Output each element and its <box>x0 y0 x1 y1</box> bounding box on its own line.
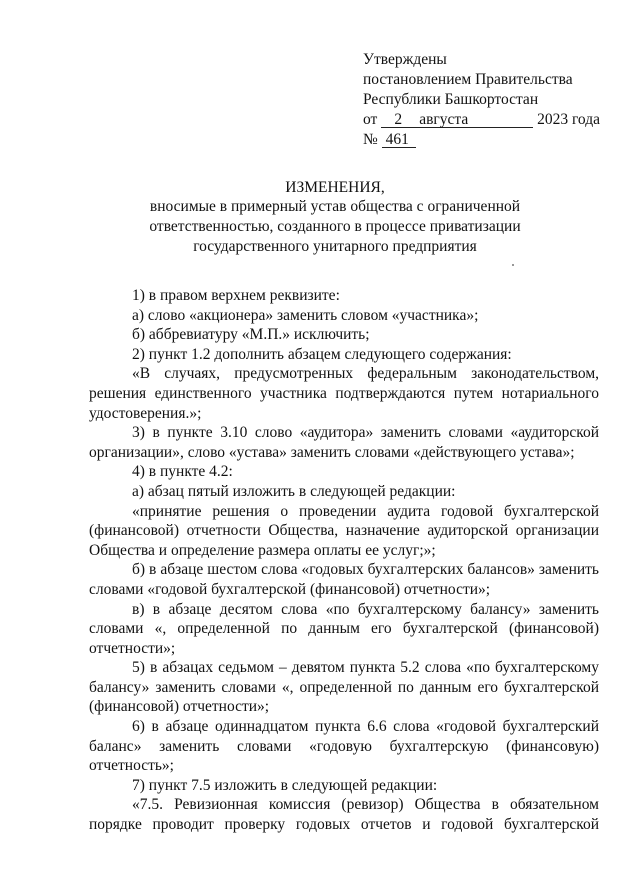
document-body <box>89 286 599 835</box>
number-prefix: № <box>363 131 378 148</box>
date-prefix: от <box>363 111 378 128</box>
paragraph: а) абзац пятый изложить в следующей редакции: <box>132 482 456 500</box>
date-month: августа <box>415 112 533 128</box>
paragraph: 7) пункт 7.5 изложить в следующей редакции: <box>132 776 438 794</box>
approval-number <box>363 130 600 150</box>
paragraph: в) в абзаце десятом слова «по бухгалтерскому балансу» заменить словами «, определенной по данным его бухгалтерской (финансовой) отчетности»; <box>89 600 599 657</box>
approval-block <box>363 50 600 150</box>
paragraph: 6) в абзаце одиннадцатом пункта 6.6 слова «годовой бухгалтерский баланс» заменить словами «годовую бухгалтерскую (финансовую) отчетность»; <box>89 718 599 775</box>
approval-line-1: Утверждены <box>363 51 447 68</box>
paragraph: «7.5. Ревизионная комиссия (ревизор) Общества в обязательном порядке проводит проверку годовых отчетов и годовой бухгалтерской <box>89 796 599 834</box>
number-value: 461 <box>382 132 416 148</box>
paragraph: 3) в пункте 3.10 слово «аудитора» заменить словами «аудиторской организации», слово «устава» заменить словами «действующего устава»; <box>89 424 599 461</box>
date-year: 2023 года <box>537 111 600 128</box>
paragraph: а) слово «акционера» заменить словом «участника»; <box>132 306 479 324</box>
approval-date <box>363 110 600 130</box>
scan-speck <box>512 264 514 266</box>
paragraph: «В случаях, предусмотренных федеральным законодательством, решения единственного участника подтверждаются путем нотариального удостоверения.»; <box>89 365 599 422</box>
paragraph: б) в абзаце шестом слова «годовых бухгалтерских балансов» заменить словами «годовой бухгалтерской (финансовой) отчетности»; <box>89 561 599 598</box>
approval-line-3: Республики Башкортостан <box>363 91 539 108</box>
date-day: 2 <box>381 112 415 128</box>
document-title: ИЗМЕНЕНИЯ, <box>285 179 385 196</box>
document-subtitle: вносимые в примерный устав общества с ограниченной ответственностью, созданного в процессе приватизации государственного унитарного предприятия <box>149 198 521 255</box>
paragraph: «принятие решения о проведении аудита годовой бухгалтерской (финансовой) отчетности Общества, назначение аудиторской организации Общества и определение размера оплаты ее услуг;»; <box>89 502 599 559</box>
approval-line-2: постановлением Правительства <box>363 71 573 88</box>
paragraph: 5) в абзацах седьмом – девятом пункта 5.2 слова «по бухгалтерскому балансу» заменить словами «, определенной по данным его бухгалтерской (финансовой) отчетности»; <box>89 659 599 716</box>
paragraph: 1) в правом верхнем реквизите: <box>132 287 340 304</box>
paragraph: 2) пункт 1.2 дополнить абзацем следующего содержания: <box>132 345 512 363</box>
paragraph: 4) в пункте 4.2: <box>132 463 233 481</box>
paragraph: б) аббревиатуру «М.П.» исключить; <box>132 326 370 344</box>
